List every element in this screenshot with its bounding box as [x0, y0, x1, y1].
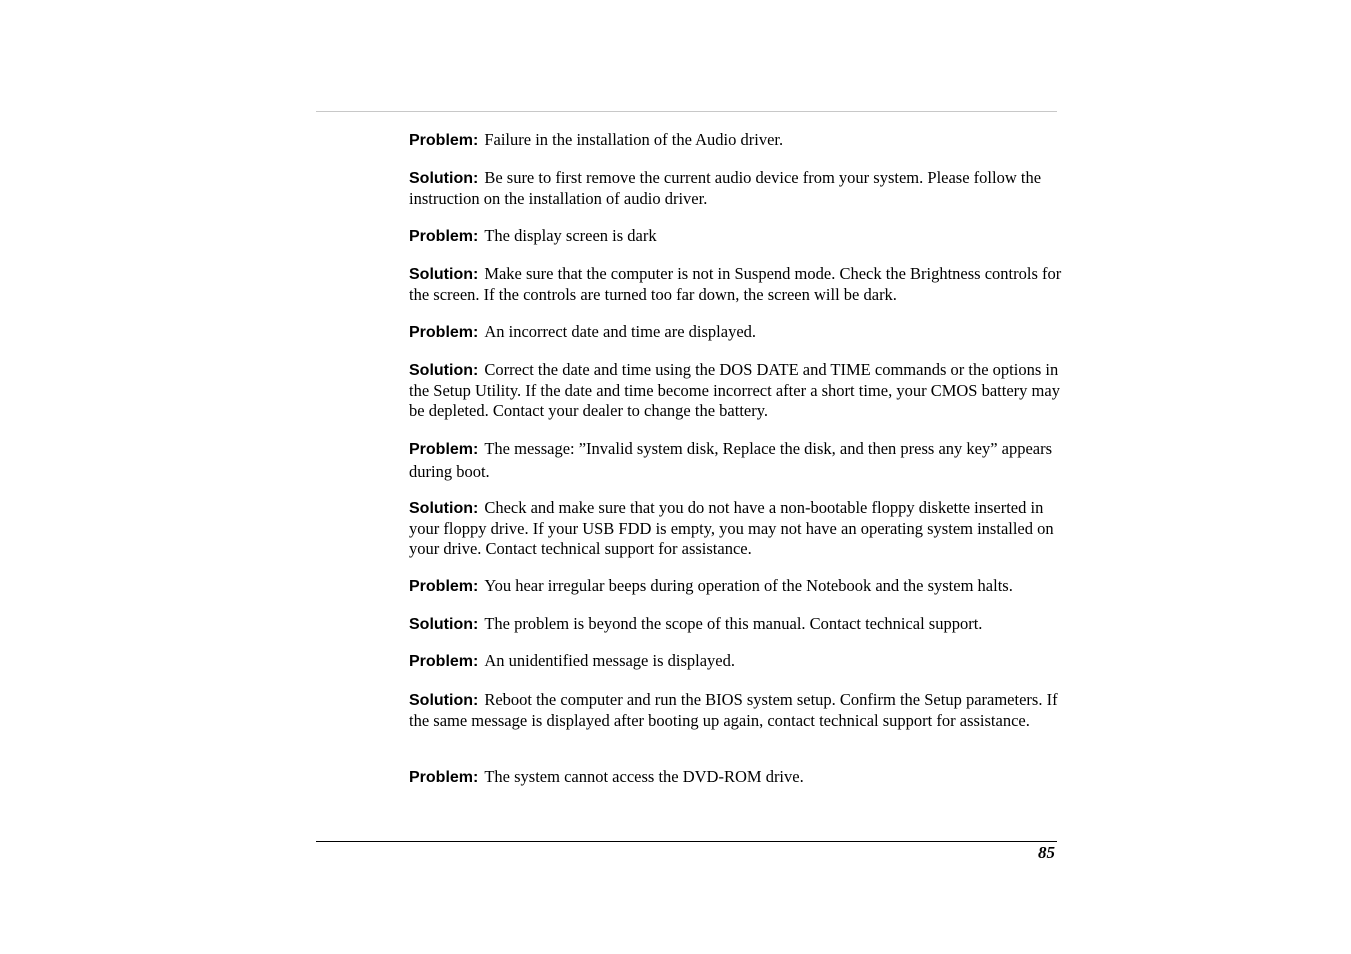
problem-label: Problem:: [409, 653, 479, 670]
problem-dark-screen: [409, 226, 1064, 247]
solution-text: The problem is beyond the scope of this manual. Contact technical support.: [484, 614, 983, 633]
solution-irregular-beeps: [409, 614, 1064, 635]
problem-dvd-rom: [409, 767, 1064, 788]
solution-label: Solution:: [409, 692, 479, 709]
solution-text: Correct the date and time using the DOS DATE and TIME commands or the options in the Setup Utility. If the date and time become incorrect after a short time, your CMOS battery may be depleted. Contact your dealer to change the battery.: [409, 360, 1060, 420]
problem-label: Problem:: [409, 132, 479, 149]
footer-divider: [316, 841, 1057, 842]
solution-text: Reboot the computer and run the BIOS system setup. Confirm the Setup parameters. If the same message is displayed after booting up again, contact technical support for assistance.: [409, 690, 1058, 730]
problem-label: Problem:: [409, 769, 479, 786]
problem-label: Problem:: [409, 228, 479, 245]
solution-text: Check and make sure that you do not have a non-bootable floppy diskette inserted in your floppy drive. If your USB FDD is empty, you may not have an operating system installed on your drive. Contact technical support for assistance.: [409, 498, 1054, 558]
problem-label: Problem:: [409, 324, 479, 341]
solution-audio-driver: [409, 168, 1064, 209]
problem-audio-driver: [409, 130, 1064, 151]
problem-text: An incorrect date and time are displayed.: [484, 322, 757, 341]
solution-date-time: [409, 360, 1064, 421]
problem-text: An unidentified message is displayed.: [484, 651, 736, 670]
solution-unidentified-message: [409, 690, 1064, 731]
problem-unidentified-message: [409, 651, 1064, 672]
page-number: 85: [1038, 843, 1055, 862]
problem-date-time: [409, 322, 1064, 343]
problem-text: The system cannot access the DVD-ROM drive.: [484, 767, 804, 786]
problem-invalid-disk: [409, 438, 1064, 483]
problem-irregular-beeps: [409, 576, 1079, 597]
solution-label: Solution:: [409, 616, 479, 633]
problem-label: Problem:: [409, 578, 479, 595]
problem-label: Problem:: [409, 441, 479, 458]
problem-text: The message: ”Invalid system disk, Replace the disk, and then press any key” appears during boot.: [409, 439, 1053, 481]
problem-text: You hear irregular beeps during operation of the Notebook and the system halts.: [484, 576, 1013, 595]
problem-text: Failure in the installation of the Audio driver.: [484, 130, 784, 149]
problem-text: The display screen is dark: [484, 226, 657, 245]
solution-label: Solution:: [409, 500, 479, 517]
solution-text: Make sure that the computer is not in Suspend mode. Check the Brightness controls for the screen. If the controls are turned too far down, the screen will be dark.: [409, 264, 1062, 304]
solution-label: Solution:: [409, 266, 479, 283]
header-divider: [316, 111, 1057, 112]
solution-dark-screen: [409, 264, 1064, 305]
solution-invalid-disk: [409, 498, 1064, 559]
solution-label: Solution:: [409, 362, 479, 379]
solution-label: Solution:: [409, 170, 479, 187]
solution-text: Be sure to first remove the current audio device from your system. Please follow the instruction on the installation of audio driver.: [409, 168, 1042, 208]
